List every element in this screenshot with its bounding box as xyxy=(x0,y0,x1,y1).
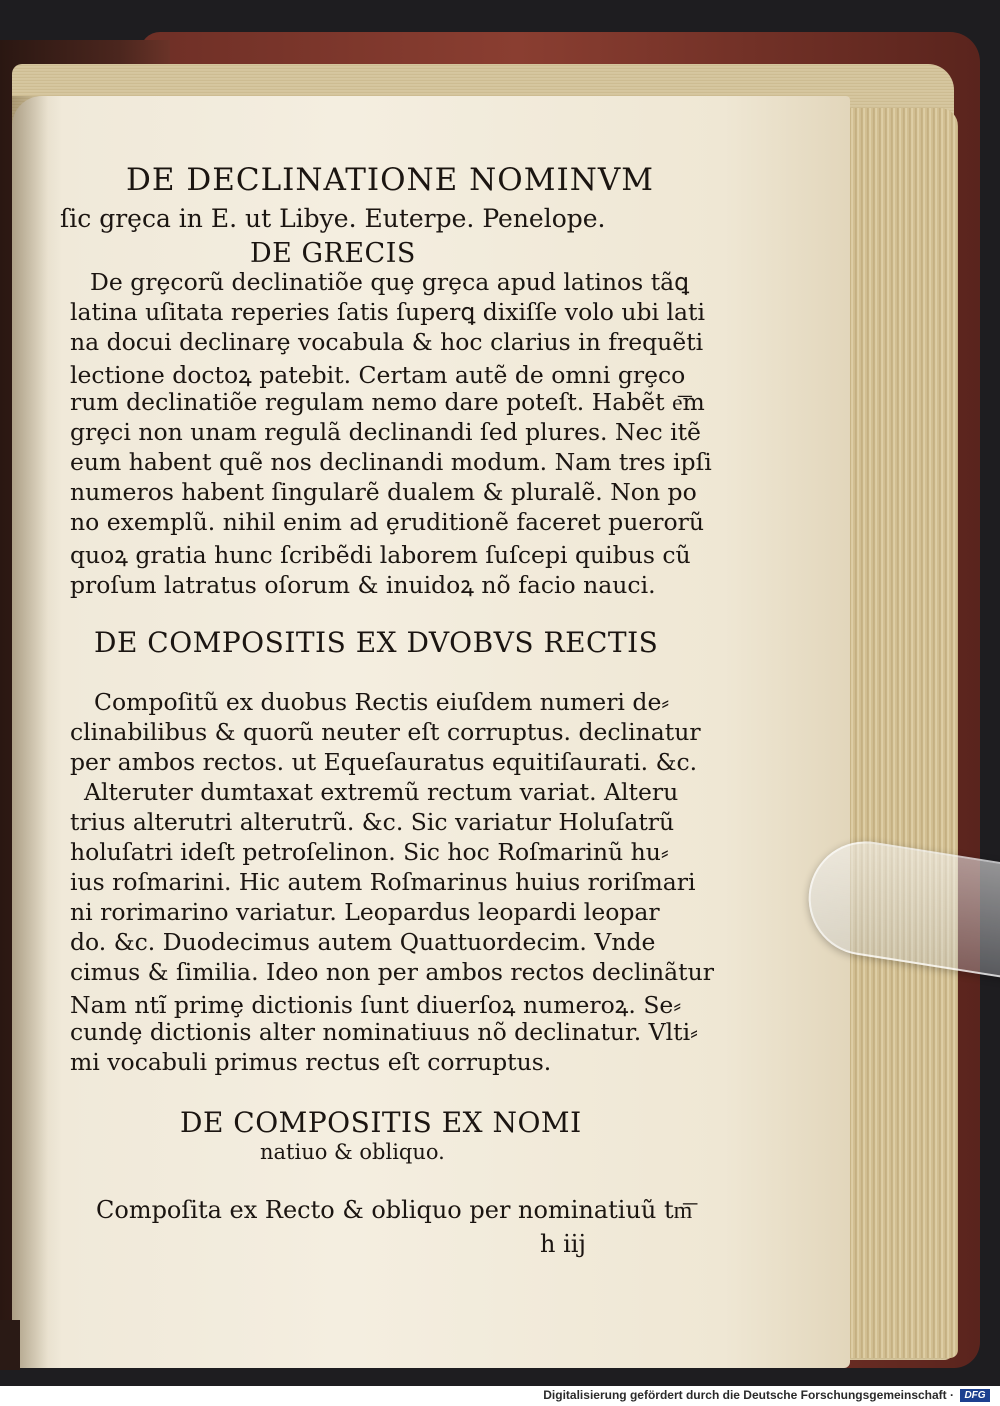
text-line: Compoſita ex Recto & obliquo per nominatiuũ tm͞ xyxy=(96,1196,693,1224)
fore-edge xyxy=(836,108,958,1358)
section-title-nomi: DE COMPOSITIS EX NOMI xyxy=(180,1106,582,1139)
text-line: clinabilibus & quorũ neuter eſt corruptus. declinatur xyxy=(70,718,701,746)
text-line: De grȩcorũ declinatiõe quȩ grȩca apud latinos tãꝗ xyxy=(90,268,690,296)
text-line: Compoſitũ ex duobus Rectis eiuſdem numeri de⸗ xyxy=(94,688,670,716)
text-line: ni rorimarino variatur. Leopardus leopardi leopar xyxy=(70,898,660,926)
text-line: eum habent quẽ nos declinandi modum. Nam tres ipſi xyxy=(70,448,712,476)
text-line: grȩci non unam regulã declinandi ſed plures. Nec itẽ xyxy=(70,418,701,446)
text-line: Alteruter dumtaxat extremũ rectum variat. Alteru xyxy=(84,778,679,806)
text-line: na docui declinarȩ vocabula & hoc clarius in frequẽti xyxy=(70,328,704,356)
text-line: rum declinatiõe regulam nemo dare poteſt. Habẽt e͞m xyxy=(70,388,705,416)
gutter-shadow xyxy=(12,96,48,1368)
text-line: no exemplũ. nihil enim ad ȩruditionẽ faceret puerorũ xyxy=(70,508,704,536)
text-line: holuſatri ideſt petroſelinon. Sic hoc Roſmarinũ hu⸗ xyxy=(70,838,669,866)
running-head: DE DECLINATIONE NOMINVM xyxy=(126,162,654,198)
text-line: do. &c. Duodecimus autem Quattuordecim. Vnde xyxy=(70,928,656,956)
text-line: cimus & ſimilia. Ideo non per ambos rectos declinãtur xyxy=(70,958,714,986)
text-line: numeros habent ſingularẽ dualem & pluralẽ. Non po xyxy=(70,478,697,506)
dfg-logo: DFG xyxy=(960,1389,990,1402)
text-line: proſum latratus oſorum & inuidoꝝ nõ facio nauci. xyxy=(70,571,656,599)
text-line: latina uſitata reperies ſatis ſuperꝗ dixiſſe volo ubi lati xyxy=(70,298,706,326)
signature-mark: h iij xyxy=(540,1230,586,1258)
text-line: ſic grȩca in E. ut Libye. Euterpe. Penelope. xyxy=(60,204,606,233)
section-title-duobus: DE COMPOSITIS EX DVOBVS RECTIS xyxy=(94,626,659,659)
text-line: cundȩ dictionis alter nominatiuus nõ declinatur. Vlti⸗ xyxy=(70,1018,698,1046)
section-subtitle-nomi: natiuo & obliquo. xyxy=(260,1140,445,1164)
text-line: Nam ntĩ primȩ dictionis ſunt diuerſoꝝ numeroꝝ. Se⸗ xyxy=(70,991,682,1019)
text-line: lectione doctoꝝ patebit. Certam autẽ de omni grȩco xyxy=(70,361,686,389)
binding-corner xyxy=(0,1320,20,1370)
section-title-grecis: DE GRECIS xyxy=(250,238,416,269)
text-line: trius alterutri alterutrũ. &c. Sic variatur Holuſatrũ xyxy=(70,808,675,836)
text-line: ius roſmarini. Hic autem Roſmarinus huius roriſmari xyxy=(70,868,696,896)
text-line: quoꝝ gratia hunc ſcribẽdi laborem ſuſcepi quibus cũ xyxy=(70,541,691,569)
text-line: per ambos rectos. ut Equeſauratus equitiſaurati. &c. xyxy=(70,748,698,776)
text-line: mi vocabuli primus rectus eſt corruptus. xyxy=(70,1048,552,1076)
footer-credit: Digitalisierung gefördert durch die Deutsche Forschungsgemeinschaft · xyxy=(543,1388,954,1402)
